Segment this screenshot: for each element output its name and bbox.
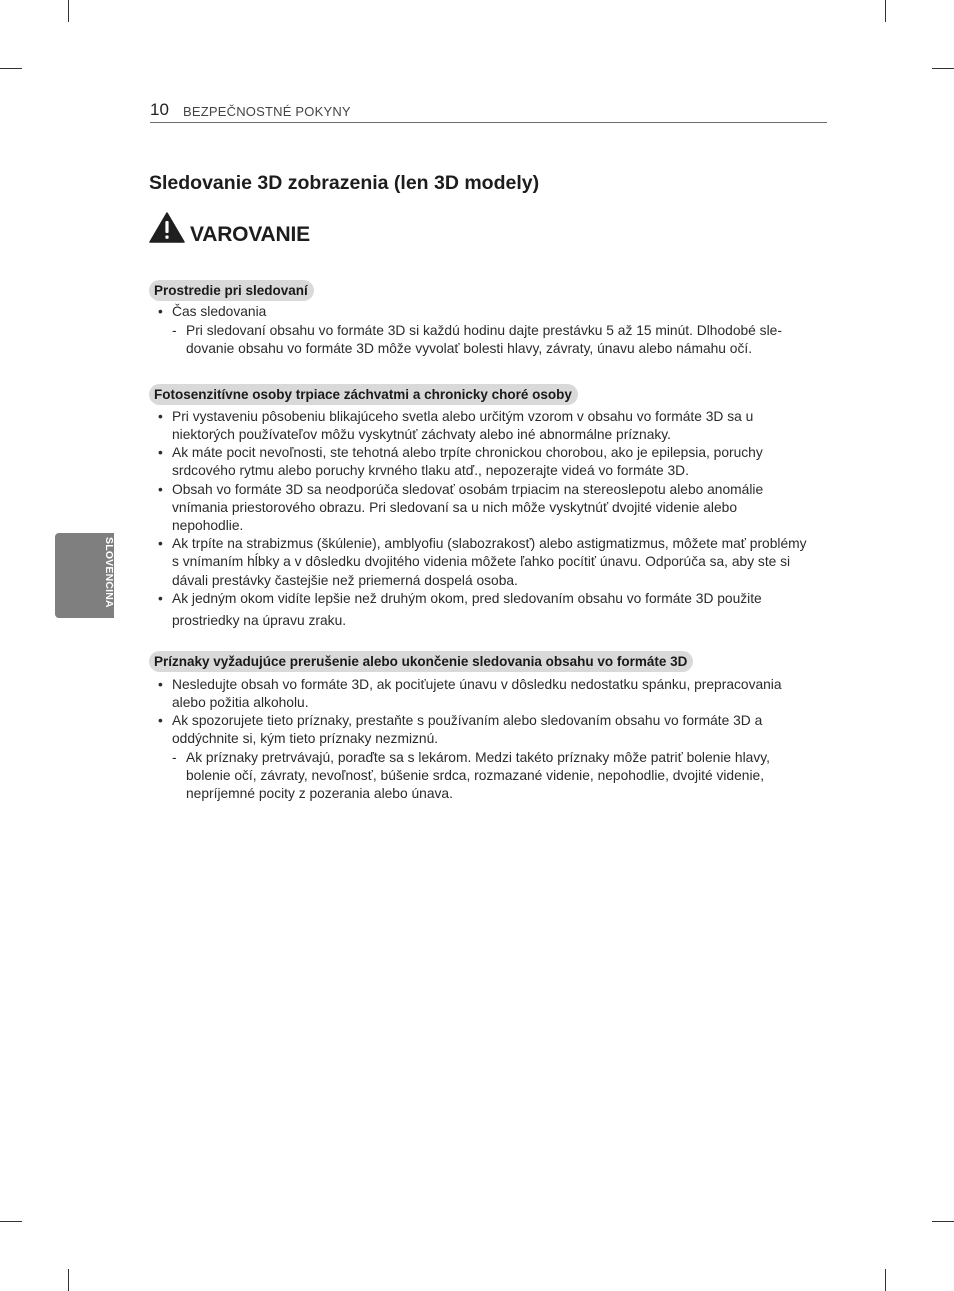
sub-item-line: nepríjemné pocity z pozerania alebo únava. <box>186 786 453 801</box>
section-heading-symptoms: Príznaky vyžadujúce prerušenie alebo ukončenie sledovania obsahu vo formáte 3D <box>149 651 693 672</box>
crop-mark <box>0 1221 22 1222</box>
bullet-text: niektorých používateľov môžu vyskytnúť záchvaty alebo iné abnormálne príznaky. <box>172 427 671 442</box>
bullet-text: alebo požitia alkoholu. <box>172 695 309 710</box>
bullet-marker: • <box>158 409 163 424</box>
warning-triangle-icon <box>149 212 185 243</box>
section-label: BEZPEČNOSTNÉ POKYNY <box>183 104 351 119</box>
bullet-text: oddýchnite si, kým tieto príznaky nezmiznú. <box>172 731 439 746</box>
bullet-text: vnímania priestorového obrazu. Pri sledovaní sa u nich môže vyskytnúť dvojité videnie alebo <box>172 500 738 515</box>
bullet-text: Ak máte pocit nevoľnosti, ste tehotná alebo trpíte chronickou chorobou, ako je epilepsia, poruchy <box>172 445 763 460</box>
dash-marker: - <box>172 323 177 338</box>
language-tab-label: SLOVENČINA <box>103 537 115 608</box>
crop-mark <box>885 0 886 22</box>
page-title: Sledovanie 3D zobrazenia (len 3D modely) <box>149 172 540 194</box>
bullet-text: prostriedky na úpravu zraku. <box>172 613 347 628</box>
bullet-text: Obsah vo formáte 3D sa neodporúča sledovať osobám trpiacim na stereoslepotu alebo anomálie <box>172 482 764 497</box>
bullet-text: Pri vystaveniu pôsobeniu blikajúceho svetla alebo určitým vzorom v obsahu vo formáte 3D sa u <box>172 409 754 424</box>
sub-item-line: bolenie očí, závraty, nevoľnosť, búšenie srdca, rozmazané videnie, nepohodlie, dvojité videnie, <box>186 768 765 783</box>
crop-mark <box>0 68 22 69</box>
bullet-text: Čas sledovania <box>172 304 267 319</box>
sub-item-line: dovanie obsahu vo formáte 3D môže vyvolať bolesti hlavy, závraty, únavu alebo námahu očí. <box>186 341 753 356</box>
language-tab <box>55 533 114 618</box>
bullet-marker: • <box>158 304 163 319</box>
crop-mark <box>68 1269 69 1291</box>
bullet-marker: • <box>158 713 163 728</box>
section-heading-environment: Prostredie pri sledovaní <box>149 280 314 301</box>
bullet-marker: • <box>158 445 163 460</box>
section-heading-photosensitive: Fotosenzitívne osoby trpiace záchvatmi a chronicky choré osoby <box>149 384 578 405</box>
crop-mark <box>932 1221 954 1222</box>
page-header <box>150 100 827 123</box>
bullet-marker: • <box>158 482 163 497</box>
dash-marker: - <box>172 750 177 765</box>
warning-label: VAROVANIE <box>190 223 310 246</box>
bullet-marker: • <box>158 536 163 551</box>
bullet-text: s vnímaním hĺbky a v dôsledku dvojitého videnia môžete ľahko pocítiť únavu. Odporúča sa, aby ste si <box>172 554 791 569</box>
crop-mark <box>68 0 69 22</box>
sub-item-line: Ak príznaky pretrvávajú, poraďte sa s lekárom. Medzi takéto príznaky môže patriť bolenie hlavy, <box>186 750 770 765</box>
crop-mark <box>885 1269 886 1291</box>
bullet-text: dávali prestávky častejšie než priemerná dospelá osoba. <box>172 573 518 588</box>
bullet-text: Ak trpíte na strabizmus (škúlenie), amblyofiu (slabozrakosť) alebo astigmatizmus, môžete mať problémy <box>172 536 807 551</box>
crop-mark <box>932 68 954 69</box>
page-number: 10 <box>150 100 169 119</box>
bullet-text: srdcového rytmu alebo poruchy krvného tlaku atď., nepozerajte videá vo formáte 3D. <box>172 463 689 478</box>
bullet-text: nepohodlie. <box>172 518 244 533</box>
sub-item-line: Pri sledovaní obsahu vo formáte 3D si každú hodinu dajte prestávku 5 až 15 minút. Dlhodobé sle- <box>186 323 782 338</box>
bullet-marker: • <box>158 677 163 692</box>
bullet-text: Nesledujte obsah vo formáte 3D, ak pociťujete únavu v dôsledku nedostatku spánku, prepracovania <box>172 677 782 692</box>
bullet-marker: • <box>158 591 163 606</box>
bullet-text: Ak spozorujete tieto príznaky, prestaňte s používaním alebo sledovaním obsahu vo formáte 3D a <box>172 713 763 728</box>
bullet-text: Ak jedným okom vidíte lepšie než druhým okom, pred sledovaním obsahu vo formáte 3D použite <box>172 591 762 606</box>
